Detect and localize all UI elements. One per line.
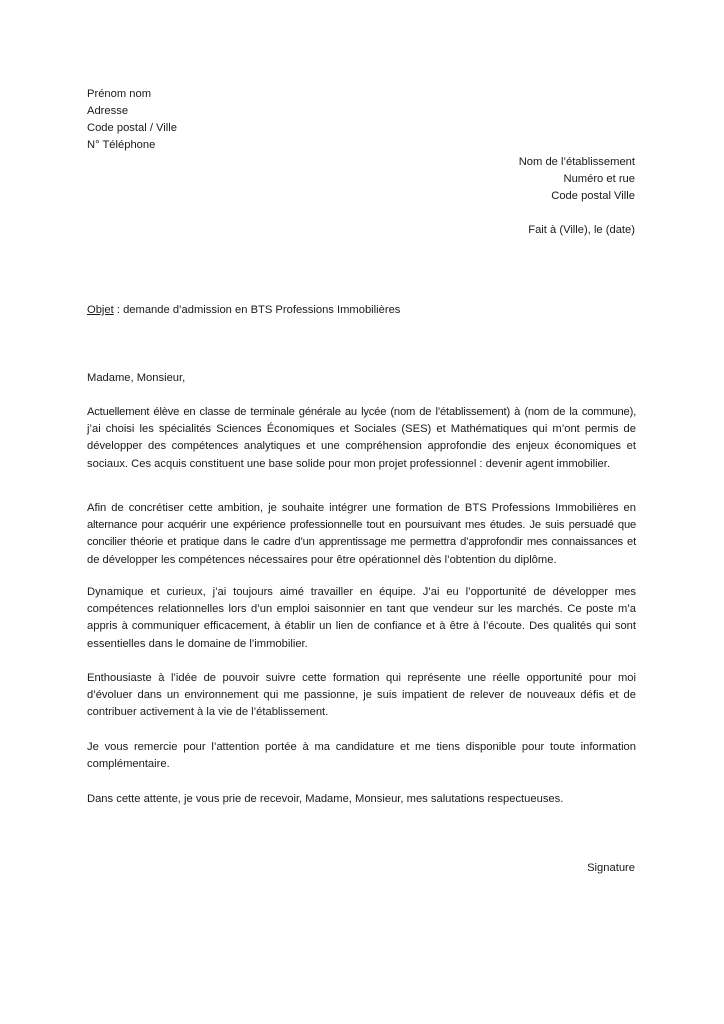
sender-address: Adresse — [87, 105, 129, 117]
paragraph-line: contribuer activement à la vie de l’établissement. — [87, 706, 329, 719]
paragraph-line: complémentaire. — [87, 758, 170, 771]
recipient-city: Code postal Ville — [551, 190, 635, 202]
paragraph-line: appris à communiquer efficacement, à établir un lien de confiance et à être à l’écoute. Des qualités qui sont — [87, 620, 636, 633]
paragraph-6 — [87, 791, 636, 808]
paragraph-line: compétences relationnelles lors d’un emploi saisonnier en tant que vendeur sur les marchés. Ce poste m’a — [87, 603, 636, 616]
sender-phone: N° Téléphone — [87, 139, 156, 151]
paragraph-line: Afin de concrétiser cette ambition, je souhaite intégrer une formation de BTS Professions Immobilières en — [87, 502, 636, 514]
paragraph-line: développer des compétences analytiques et une compréhension approfondie des enjeux économiques et — [87, 440, 636, 453]
paragraph-4 — [87, 670, 636, 722]
paragraph-line: Je vous remercie pour l’attention portée à ma candidature et me tiens disponible pour toute information — [87, 741, 636, 753]
paragraph-5 — [87, 739, 636, 773]
paragraph-line: Dynamique et curieux, j’ai toujours aimé travailler en équipe. J’ai eu l’opportunité de développer mes — [87, 586, 636, 598]
signature: Signature — [587, 862, 635, 874]
paragraph-line: de développer les compétences nécessaires pour être opérationnel dès l’obtention du diplôme. — [87, 553, 557, 566]
paragraph-line: d’évoluer dans un environnement qui me passionne, je suis impatient de relever de nouveaux défis et de — [87, 689, 636, 702]
paragraph-line: sociaux. Ces acquis constituent une base solide pour mon projet professionnel : devenir agent immobilier. — [87, 457, 610, 470]
salutation: Madame, Monsieur, — [87, 372, 186, 384]
place-date: Fait à (Ville), le (date) — [528, 224, 635, 236]
paragraph-line: Enthousiaste à l’idée de pouvoir suivre cette formation qui représente une réelle opportunité pour moi — [87, 672, 636, 684]
paragraph-1 — [87, 404, 636, 473]
sender-name: Prénom nom — [87, 88, 152, 100]
recipient-street: Numéro et rue — [563, 173, 635, 185]
subject-line — [87, 302, 400, 319]
paragraph-line: concilier théorie et pratique dans le cadre d’un apprentissage me permettra d’approfondir mes connaissances et — [87, 536, 636, 549]
paragraph-line: j’ai choisi les spécialités Sciences Économiques et Sociales (SES) et Mathématiques qui m’ont permis de — [87, 423, 636, 436]
paragraph-line: alternance pour acquérir une expérience professionnelle tout en poursuivant mes études. Je suis persuadé que — [87, 519, 636, 532]
paragraph-2 — [87, 500, 636, 569]
paragraph-line: essentielles dans le domaine de l’immobilier. — [87, 637, 308, 650]
subject-label: Objet — [87, 304, 114, 316]
paragraph-line: Dans cette attente, je vous prie de recevoir, Madame, Monsieur, mes salutations respectueuses. — [87, 793, 564, 805]
subject-text: : demande d’admission en BTS Professions Immobilières — [113, 304, 401, 316]
sender-city: Code postal / Ville — [87, 122, 177, 134]
paragraph-3 — [87, 584, 636, 653]
recipient-name: Nom de l’établissement — [518, 156, 635, 168]
paragraph-line: Actuellement élève en classe de terminale générale au lycée (nom de l’établissement) à (nom de la commune), — [87, 406, 636, 418]
